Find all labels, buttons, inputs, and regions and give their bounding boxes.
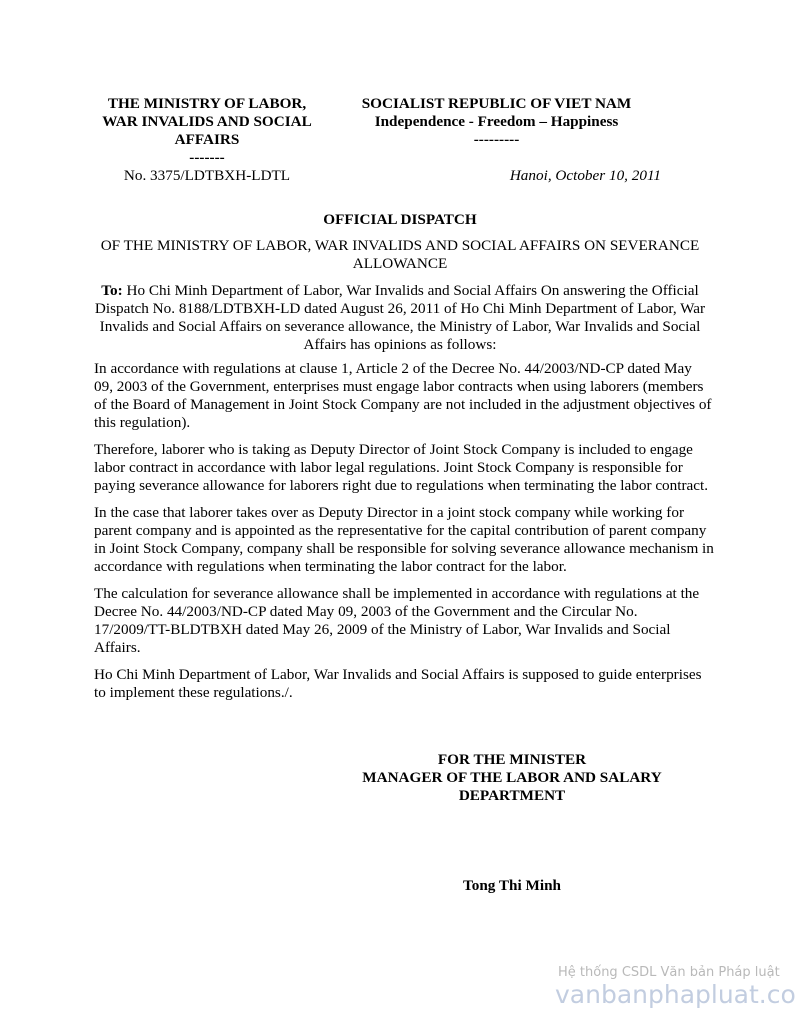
signature-line-2: MANAGER OF THE LABOR AND SALARY <box>362 769 662 786</box>
document-subtitle: OF THE MINISTRY OF LABOR, WAR INVALIDS AND SOCIAL AFFAIRS ON SEVERANCE ALLOWANCE <box>100 237 700 272</box>
document-body <box>94 360 714 711</box>
body-paragraph-5: Ho Chi Minh Department of Labor, War Invalids and Social Affairs is supposed to guide enterprises to implement these regulations./. <box>94 666 702 701</box>
document-date: Hanoi, October 10, 2011 <box>509 167 661 184</box>
signature-line-1: FOR THE MINISTER <box>437 751 587 768</box>
signer-name: Tong Thi Minh <box>463 877 561 894</box>
agency-separator: ------- <box>189 149 225 166</box>
agency-line-3: AFFAIRS <box>174 131 240 148</box>
document-number: No. 3375/LDTBXH-LDTL <box>123 167 291 184</box>
country-name: SOCIALIST REPUBLIC OF VIET NAM <box>361 95 632 112</box>
national-title-header <box>345 95 648 149</box>
recipient-label: To: <box>101 282 123 299</box>
document-title: OFFICIAL DISPATCH <box>323 211 477 228</box>
recipient-block <box>94 282 706 354</box>
national-motto: Independence - Freedom – Happiness <box>374 113 619 130</box>
recipient-text: Ho Chi Minh Department of Labor, War Invalids and Social Affairs On answering the Official Dispatch No. 8188/LDTBXH-LD dated August 26, 2011 of Ho Chi Minh Department of Labor, War Invalids and Social Affairs on severance allowance, the Ministry of Labor, War Invalids and Social Affairs has opinions as follows: <box>94 282 706 353</box>
body-paragraph-1: In accordance with regulations at clause 1, Article 2 of the Decree No. 44/2003/ND-CP dated May 09, 2003 of the Government, enterprises must engage labor contracts when using laborers (members of the Board of Management in Joint Stock Company are not included in the adjustment objectives of this regulation). <box>94 360 712 431</box>
body-paragraph-4: The calculation for severance allowance shall be implemented in accordance with regulations at the Decree No. 44/2003/ND-CP dated May 09, 2003 of the Government and the Circular No. 17/2009/TT-BLDTBXH dated May 26, 2009 of the Ministry of Labor, War Invalids and Social Affairs. <box>94 585 700 656</box>
signature-line-3: DEPARTMENT <box>458 787 566 804</box>
signature-title-block <box>345 751 679 805</box>
issuing-agency-header <box>90 95 324 167</box>
agency-line-1: THE MINISTRY OF LABOR, <box>107 95 307 112</box>
agency-line-2: WAR INVALIDS AND SOCIAL <box>102 113 312 130</box>
motto-separator: --------- <box>473 131 520 148</box>
body-paragraph-2: Therefore, laborer who is taking as Deputy Director of Joint Stock Company is included to engage labor contract in accordance with labor legal regulations. Joint Stock Company is responsible for paying severance allowance for laborers right due to regulations when terminating the labor contract. <box>94 441 709 494</box>
watermark-caption: Hệ thống CSDL Văn bản Pháp luật <box>558 965 780 980</box>
body-paragraph-3: In the case that laborer takes over as Deputy Director in a joint stock company while working for parent company and is appointed as the representative for the capital contribution of parent company in Joint Stock Company, company shall be responsible for solving severance allowance mechanism in accordance with regulations when terminating the labor contract for the labor. <box>94 504 714 575</box>
watermark-site: vanbanphapluat.co <box>555 980 796 1009</box>
